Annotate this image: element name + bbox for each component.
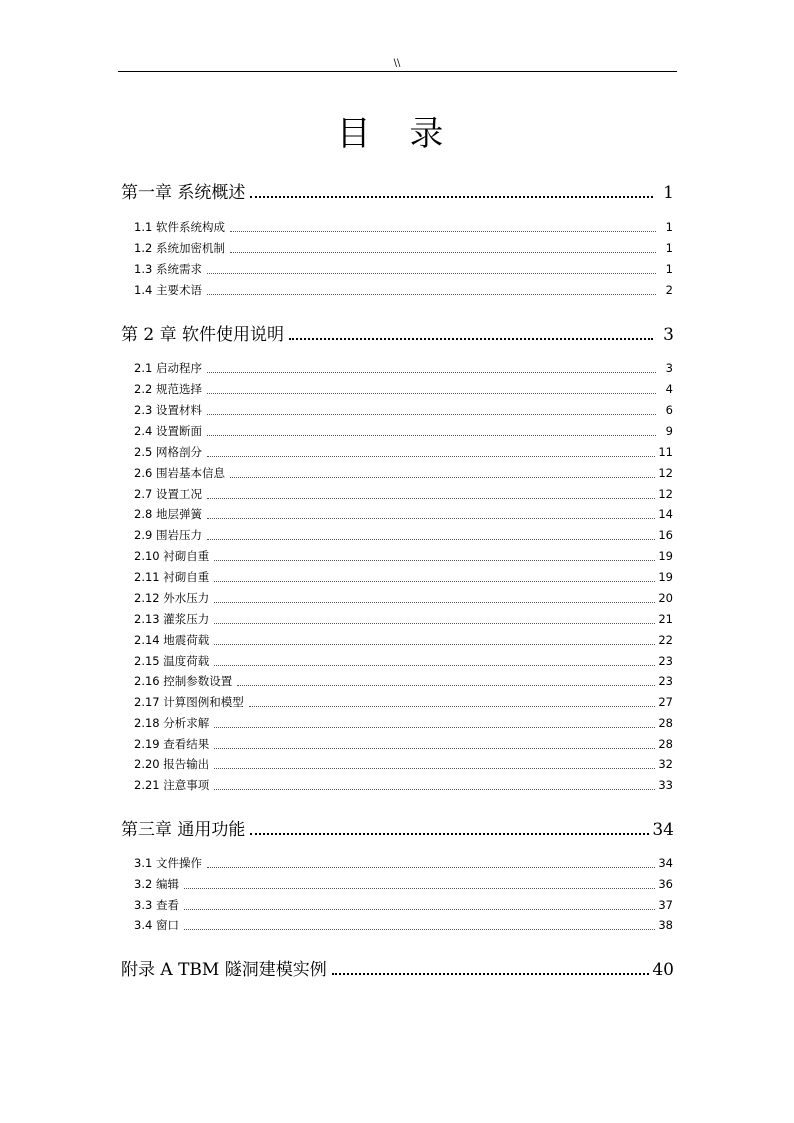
- toc-leader-dots: [250, 833, 649, 835]
- toc-section-entry: [134, 777, 673, 793]
- toc-page-number: 3: [665, 361, 673, 375]
- toc-section-entry: [134, 897, 673, 913]
- toc-leader-dots: [214, 644, 655, 645]
- toc-page-number: 1: [665, 241, 673, 255]
- toc-leader-dots: [184, 909, 655, 910]
- toc-leader-dots: [214, 560, 655, 561]
- toc-page-number: 34: [652, 820, 674, 840]
- toc-section-entry: [134, 548, 673, 564]
- toc-section-entry: [134, 673, 673, 689]
- toc-leader-dots: [214, 623, 655, 624]
- toc-page-number: 19: [658, 570, 673, 584]
- toc-leader-dots: [250, 196, 653, 198]
- toc-entry-label: 2.4 设置断面: [134, 424, 202, 438]
- toc-entry-label: 2.2 规范选择: [134, 382, 202, 396]
- toc-entry-label: 2.21 注意事项: [134, 778, 210, 792]
- toc-entry-label: 2.5 网格剖分: [134, 445, 202, 459]
- toc-page-number: 23: [658, 654, 673, 668]
- toc-page-number: 33: [658, 778, 673, 792]
- toc-section-entry: [134, 876, 673, 892]
- toc-entry-label: 2.16 控制参数设置: [134, 674, 233, 688]
- toc-section-entry: [134, 855, 673, 871]
- toc-entry-label: 2.10 衬砌自重: [134, 549, 210, 563]
- toc-page-number: 23: [658, 674, 673, 688]
- toc-section-entry: [134, 465, 673, 481]
- toc-leader-dots: [237, 685, 655, 686]
- toc-leader-dots: [207, 867, 655, 868]
- toc-entry-label: 1.1 软件系统构成: [134, 220, 225, 234]
- toc-entry-label: 2.1 启动程序: [134, 361, 202, 375]
- toc-entry-label: 2.7 设置工况: [134, 487, 202, 501]
- toc-entry-label: 2.19 查看结果: [134, 737, 210, 751]
- toc-page-number: 6: [665, 403, 673, 417]
- toc-section-entry: [134, 219, 673, 235]
- toc-page-number: 12: [658, 466, 673, 480]
- toc-leader-dots: [214, 665, 655, 666]
- toc-section-entry: [134, 240, 673, 256]
- toc-leader-dots: [207, 414, 656, 415]
- toc-page-number: 9: [665, 424, 673, 438]
- toc-page-number: 12: [658, 487, 673, 501]
- toc-entry-label: 1.3 系统需求: [134, 262, 202, 276]
- toc-section-entry: [134, 527, 673, 543]
- toc-page-number: 2: [665, 283, 673, 297]
- toc-entry-label: 2.20 报告输出: [134, 757, 210, 771]
- toc-leader-dots: [289, 338, 653, 340]
- toc-page-number: 16: [658, 528, 673, 542]
- toc-page-number: 4: [665, 382, 673, 396]
- header-mark: \\: [393, 58, 401, 69]
- toc-section-entry: [134, 694, 673, 710]
- toc-page-number: 1: [663, 183, 674, 203]
- toc-page-number: 1: [665, 262, 673, 276]
- toc-leader-dots: [207, 273, 656, 274]
- toc-section-entry: [134, 632, 673, 648]
- toc-leader-dots: [230, 477, 655, 478]
- toc-page-number: 27: [658, 695, 673, 709]
- toc-entry-label: 2.9 围岩压力: [134, 528, 202, 542]
- toc-entry-label: 3.3 查看: [134, 898, 179, 912]
- toc-section-entry: [134, 486, 673, 502]
- toc-entry-label: 3.2 编辑: [134, 877, 179, 891]
- toc-leader-dots: [214, 748, 655, 749]
- toc-leader-dots: [207, 294, 656, 295]
- toc-leader-dots: [207, 498, 655, 499]
- toc-leader-dots: [207, 393, 656, 394]
- toc-leader-dots: [207, 539, 655, 540]
- toc-leader-dots: [249, 706, 656, 707]
- toc-page-number: 22: [658, 633, 673, 647]
- toc-entry-label: 3.4 窗口: [134, 918, 179, 932]
- toc-entry-label: 3.1 文件操作: [134, 856, 202, 870]
- toc-section-entry: [134, 506, 673, 522]
- toc-page-number: 21: [658, 612, 673, 626]
- toc-page-number: 40: [652, 960, 674, 980]
- toc-entry-label: 附录 A TBM 隧洞建模实例: [121, 960, 327, 980]
- toc-entry-label: 第三章 通用功能: [121, 820, 246, 840]
- toc-entry-label: 1.2 系统加密机制: [134, 241, 225, 255]
- toc-leader-dots: [214, 602, 655, 603]
- toc-page-number: 37: [658, 898, 673, 912]
- toc-page-number: 3: [663, 325, 674, 345]
- toc-page-number: 32: [658, 757, 673, 771]
- toc-entry-label: 2.15 温度荷载: [134, 654, 210, 668]
- toc-chapter-entry: [121, 178, 674, 203]
- toc-page-number: 1: [665, 220, 673, 234]
- toc-section-entry: [134, 261, 673, 277]
- toc-page-number: 11: [658, 445, 673, 459]
- toc-section-entry: [134, 381, 673, 397]
- toc-section-entry: [134, 282, 673, 298]
- toc-leader-dots: [207, 456, 655, 457]
- toc-entry-label: 第一章 系统概述: [121, 183, 246, 203]
- page-title: 目 录: [336, 114, 458, 154]
- toc-entry-label: 2.3 设置材料: [134, 403, 202, 417]
- toc-section-entry: [134, 756, 673, 772]
- toc-leader-dots: [207, 518, 655, 519]
- toc-section-entry: [134, 917, 673, 933]
- toc-leader-dots: [184, 888, 655, 889]
- toc-leader-dots: [230, 231, 656, 232]
- toc-entry-label: 1.4 主要术语: [134, 283, 202, 297]
- toc-entry-label: 2.12 外水压力: [134, 591, 210, 605]
- toc-leader-dots: [214, 768, 655, 769]
- toc-page-number: 19: [658, 549, 673, 563]
- toc-entry-label: 2.11 衬砌自重: [134, 570, 210, 584]
- toc-entry-label: 2.17 计算图例和模型: [134, 695, 244, 709]
- toc-section-entry: [134, 423, 673, 439]
- toc-leader-dots: [214, 581, 655, 582]
- header-rule: [118, 71, 677, 72]
- toc-leader-dots: [207, 372, 656, 373]
- toc-leader-dots: [207, 435, 656, 436]
- toc-page-number: 38: [658, 918, 673, 932]
- toc-chapter-entry: [121, 955, 674, 980]
- toc-leader-dots: [230, 252, 656, 253]
- toc-leader-dots: [332, 973, 650, 975]
- toc-entry-label: 2.13 灌浆压力: [134, 612, 210, 626]
- toc-chapter-entry: [121, 320, 674, 345]
- toc-page-number: 34: [658, 856, 673, 870]
- toc-section-entry: [134, 611, 673, 627]
- toc-page-number: 28: [658, 737, 673, 751]
- toc-section-entry: [134, 444, 673, 460]
- toc-section-entry: [134, 653, 673, 669]
- toc-page-number: 14: [658, 507, 673, 521]
- toc-section-entry: [134, 569, 673, 585]
- toc-entry-label: 2.8 地层弹簧: [134, 507, 202, 521]
- toc-leader-dots: [214, 727, 655, 728]
- toc-chapter-entry: [121, 815, 674, 840]
- toc-section-entry: [134, 590, 673, 606]
- toc-page-number: 36: [658, 877, 673, 891]
- toc-section-entry: [134, 715, 673, 731]
- toc-entry-label: 第 2 章 软件使用说明: [121, 325, 285, 345]
- toc-page-number: 20: [658, 591, 673, 605]
- toc-leader-dots: [184, 929, 655, 930]
- toc-leader-dots: [214, 789, 655, 790]
- toc-section-entry: [134, 736, 673, 752]
- toc-section-entry: [134, 360, 673, 376]
- toc-page-number: 28: [658, 716, 673, 730]
- toc-entry-label: 2.14 地震荷载: [134, 633, 210, 647]
- toc-entry-label: 2.18 分析求解: [134, 716, 210, 730]
- toc-entry-label: 2.6 围岩基本信息: [134, 466, 225, 480]
- toc-section-entry: [134, 402, 673, 418]
